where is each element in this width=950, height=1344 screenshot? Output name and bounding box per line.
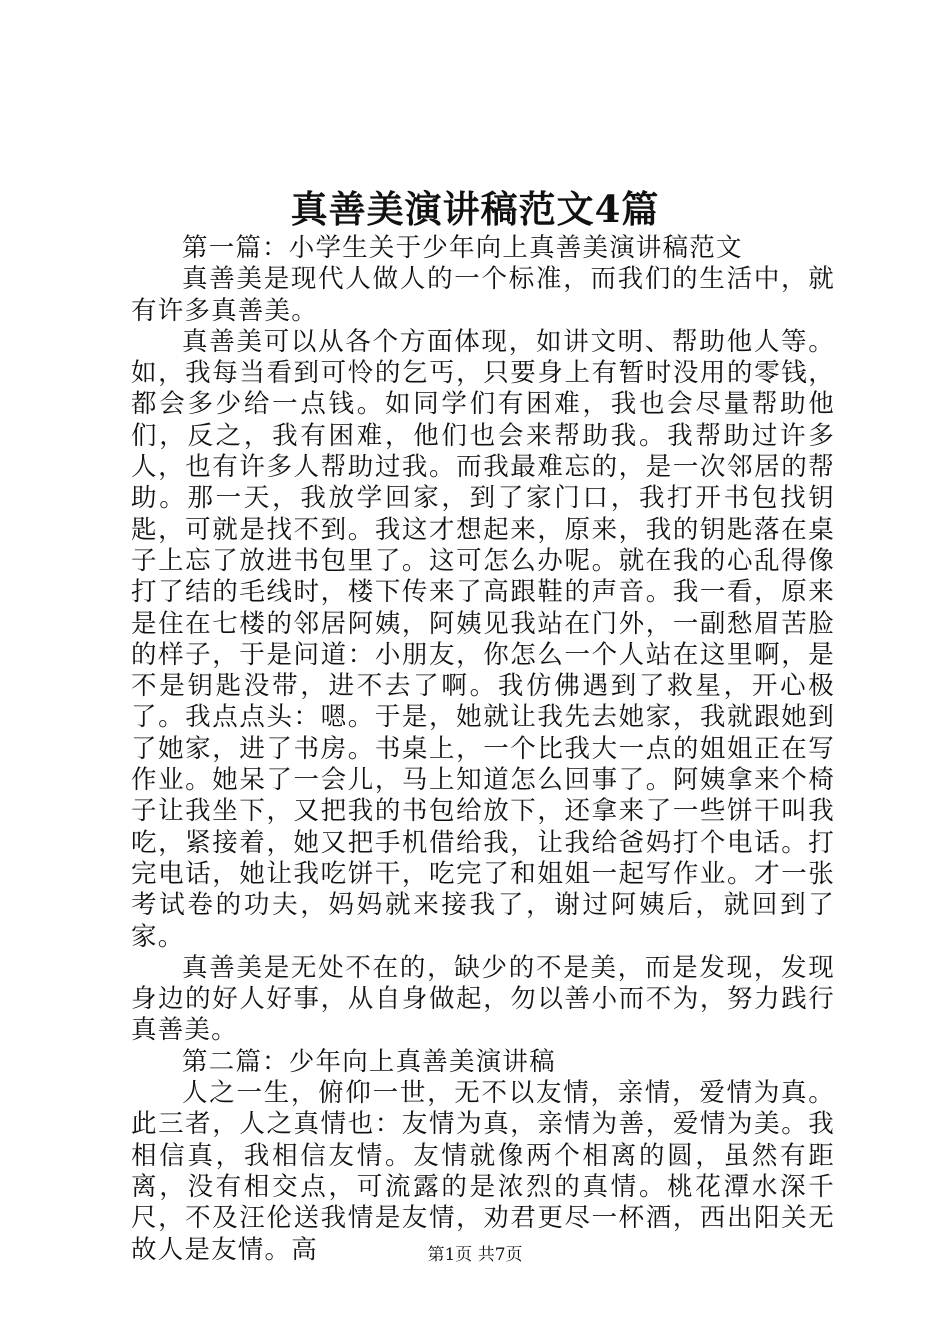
paragraph: 真善美可以从各个方面体现，如讲文明、帮助他人等。如，我每当看到可怜的乞丐，只要身上有暂时没用的零钱，都会多少给一点钱。如同学们有困难，我也会尽量帮助他们，反之，我有困难，他们也会来帮助我。我帮助过许多人，也有许多人帮助过我。而我最难忘的，是一次邻居的帮助。那一天，我放学回家，到了家门口，我打开书包找钥匙，可就是找不到。我这才想起来，原来，我的钥匙落在桌子上忘了放进书包里了。这可怎么办呢。就在我的心乱得像打了结的毛线时，楼下传来了高跟鞋的声音。我一看，原来是住在七楼的邻居阿姨，阿姨见我站在门外，一副愁眉苦脸的样子，于是问道：小朋友，你怎么一个人站在这里啊，是不是钥匙没带，进不去了啊。我仿佛遇到了救星，开心极了。我点点头：嗯。于是，她就让我先去她家，我就跟她到了她家，进了书房。书桌上，一个比我大一点的姐姐正在写作业。她呆了一会儿，马上知道怎么回事了。阿姨拿来个椅子让我坐下，又把我的书包给放下，还拿来了一些饼干叫我吃，紧接着，她又把手机借给我，让我给爸妈打个电话。打完电话，她让我吃饼干，吃完了和姐姐一起写作业。才一张考试卷的功夫，妈妈就来接我了，谢过阿姨后，就回到了家。 [131, 326, 835, 952]
document-title: 真善美演讲稿范文4篇 [290, 187, 660, 231]
document-body [131, 233, 835, 1266]
paragraph: 人之一生，俯仰一世，无不以友情，亲情，爱情为真。此三者，人之真情也：友情为真，亲情为善，爱情为美。我相信真，我相信友情。友情就像两个相离的圆，虽然有距离，没有相交点，可流露的是浓烈的真情。桃花潭水深千尺，不及汪伦送我情是友情，劝君更尽一杯酒，西出阳关无故人是友情。高 [131, 1078, 835, 1265]
section-heading: 第一篇：小学生关于少年向上真善美演讲稿范文 [182, 233, 743, 263]
section-heading: 第二篇：少年向上真善美演讲稿 [182, 1046, 556, 1077]
paragraph: 真善美是现代人做人的一个标准，而我们的生活中，就有许多真善美。 [131, 264, 835, 326]
paragraph: 真善美是无处不在的，缺少的不是美，而是发现，发现身边的好人好事，从自身做起，勿以善小而不为，努力践行真善美。 [131, 952, 835, 1046]
page-footer: 第1页 共7页 [427, 1245, 523, 1265]
